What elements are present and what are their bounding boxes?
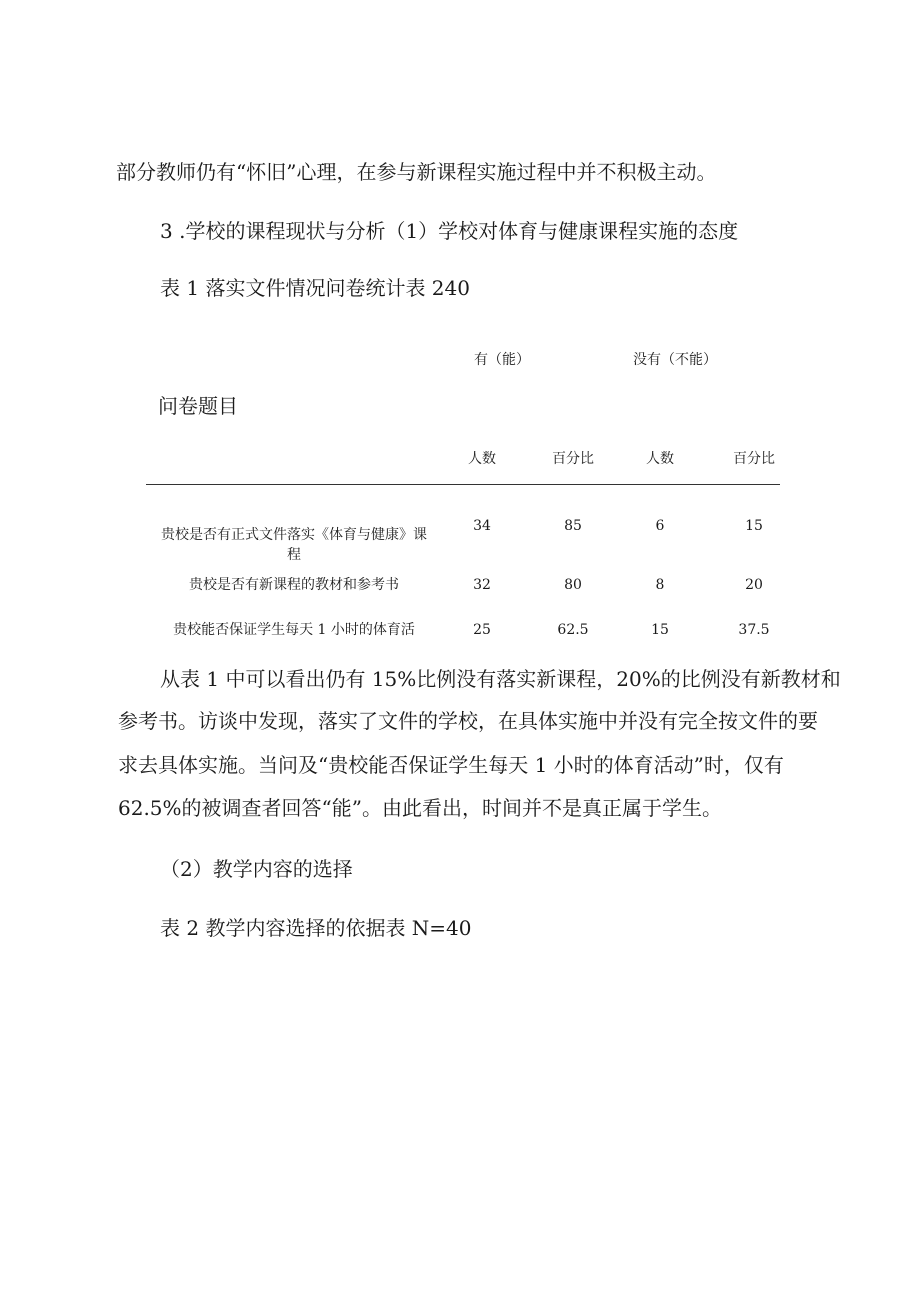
group-header-yes: 有（能） (474, 352, 530, 368)
table2-caption: 表 2 教学内容选择的依据表 N=40 (160, 916, 472, 940)
analysis-paragraph-line3: 求去具体实施。当问及“贵校能否保证学生每天 1 小时的体育活动”时，仅有 (118, 753, 784, 777)
col-header-count-no: 人数 (646, 451, 674, 467)
cell-pct-no: 37.5 (738, 622, 770, 638)
cell-pct-yes: 85 (564, 518, 582, 534)
cell-count-yes: 25 (473, 622, 491, 638)
question-header: 问卷题目 (158, 394, 238, 418)
row-question: 贵校是否有正式文件落实《体育与健康》课 (161, 527, 427, 543)
cell-count-yes: 32 (473, 577, 491, 593)
row-question-continued: 程 (287, 547, 301, 563)
cell-count-no: 8 (655, 577, 665, 593)
analysis-paragraph-line4: 62.5%的被调查者回答“能”。由此看出，时间并不是真正属于学生。 (118, 796, 722, 820)
analysis-paragraph-line2: 参考书。访谈中发现，落实了文件的学校，在具体实施中并没有完全按文件的要 (118, 709, 818, 733)
cell-pct-yes: 62.5 (557, 622, 589, 638)
cell-count-yes: 34 (473, 518, 491, 534)
cell-count-no: 15 (651, 622, 669, 638)
cell-pct-no: 15 (745, 518, 763, 534)
col-header-pct-no: 百分比 (733, 451, 775, 467)
row-question: 贵校能否保证学生每天 1 小时的体育活 (173, 622, 415, 638)
cell-pct-yes: 80 (564, 577, 582, 593)
section-heading-3: 3 .学校的课程现状与分析（1）学校对体育与健康课程实施的态度 (160, 219, 739, 243)
cell-pct-no: 20 (745, 577, 763, 593)
table1-caption: 表 1 落实文件情况问卷统计表 240 (160, 276, 470, 300)
section-heading-2: （2）教学内容的选择 (160, 857, 353, 881)
cell-count-no: 6 (655, 518, 665, 534)
paragraph-intro: 部分教师仍有“怀旧”心理，在参与新课程实施过程中并不积极主动。 (116, 160, 717, 184)
col-header-pct-yes: 百分比 (552, 451, 594, 467)
group-header-no: 没有（不能） (633, 352, 717, 368)
row-question: 贵校是否有新课程的教材和参考书 (189, 577, 399, 593)
analysis-paragraph-line1: 从表 1 中可以看出仍有 15%比例没有落实新课程，20%的比例没有新教材和 (160, 667, 841, 691)
col-header-count-yes: 人数 (468, 451, 496, 467)
table-header-rule (146, 484, 780, 485)
